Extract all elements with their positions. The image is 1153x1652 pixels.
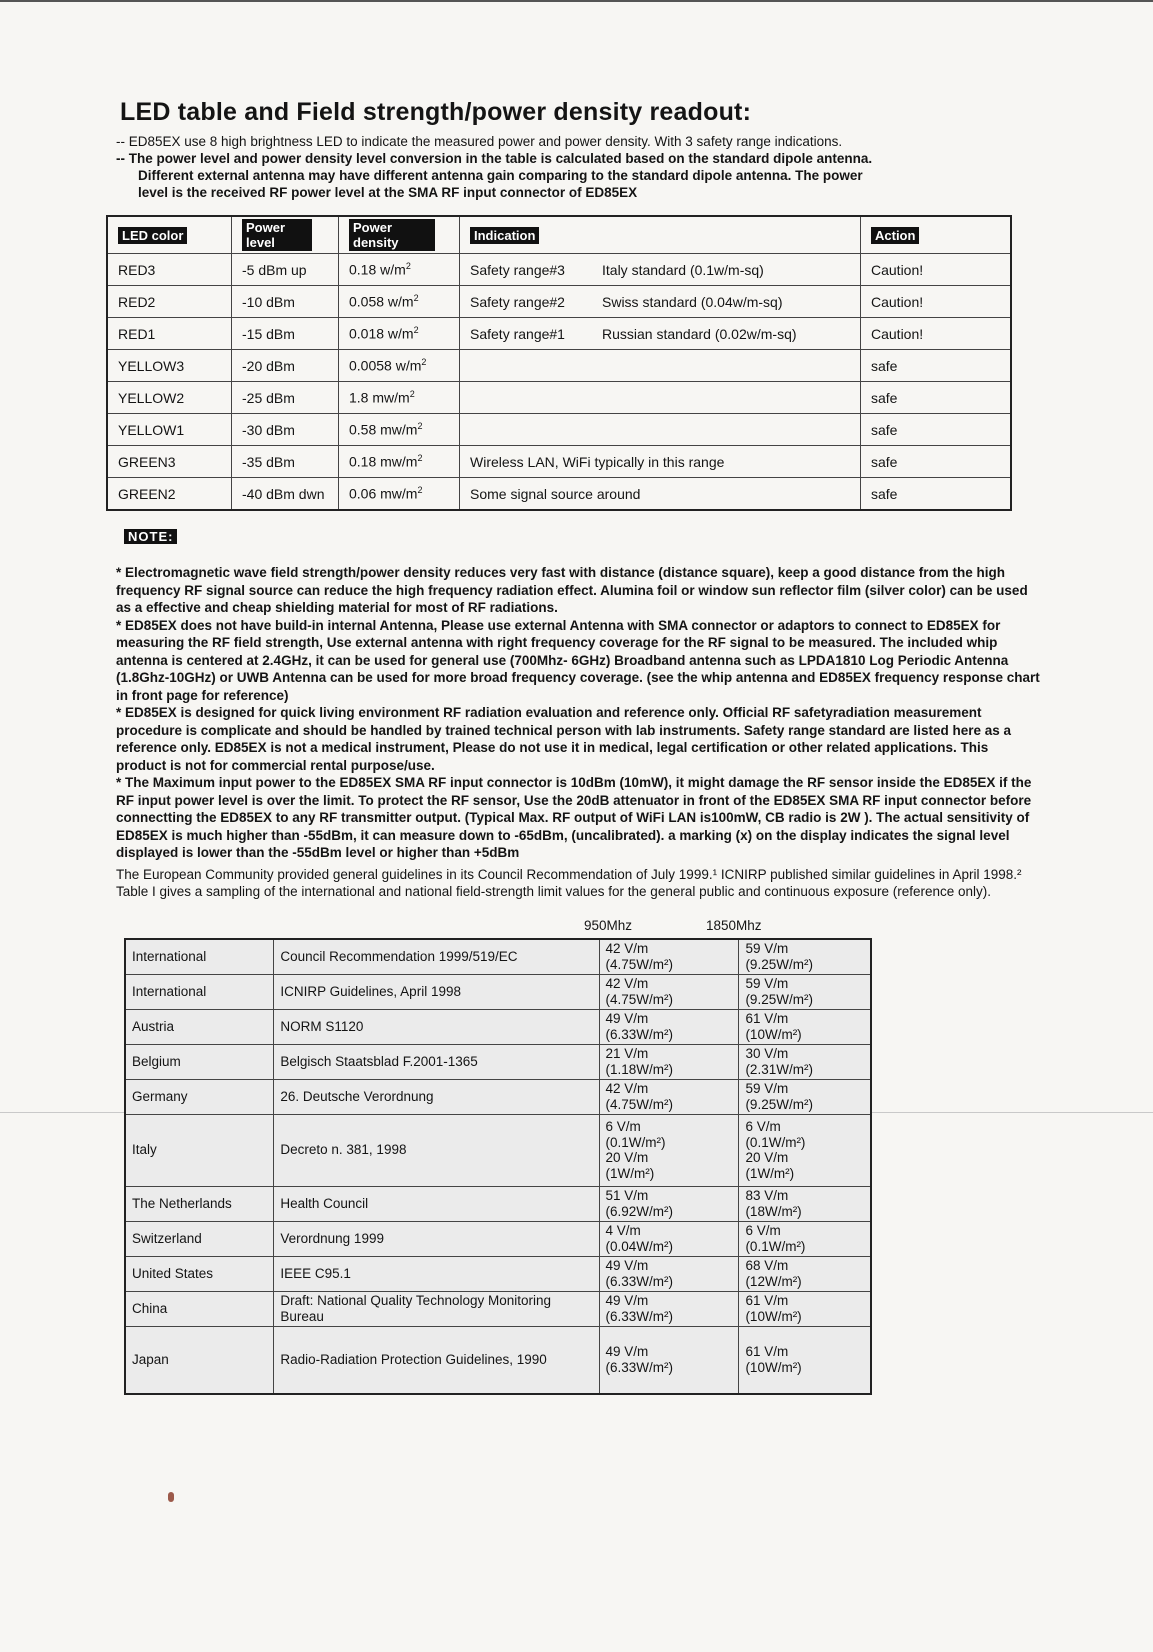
indication-standard: Russian standard (0.02w/m-sq) <box>602 325 797 342</box>
limit-1850-value: 61 V/m <box>745 1344 789 1360</box>
region-cell: Belgium <box>125 1044 274 1079</box>
power-level-cell <box>232 350 339 382</box>
limits-row <box>125 974 871 1009</box>
limits-row <box>125 1009 871 1044</box>
limit-950-value: (4.75W/m²) <box>605 1096 673 1112</box>
limit-1850-cell <box>739 1221 871 1256</box>
power-density-cell <box>339 382 460 414</box>
limit-1850-cell <box>739 1326 871 1394</box>
action-cell: safe <box>861 414 1012 446</box>
led-color-cell: YELLOW2 <box>107 382 232 414</box>
limit-1850-cell <box>739 1186 871 1221</box>
indication-cell <box>460 254 861 286</box>
source-cell: Decreto n. 381, 1998 <box>274 1114 599 1186</box>
source-cell: Draft: National Quality Technology Monitoring Bureau <box>274 1291 599 1326</box>
power-density-cell <box>339 286 460 318</box>
limit-950-cell <box>599 1009 739 1044</box>
action-cell: Caution! <box>861 286 1012 318</box>
power-density-cell <box>339 254 460 286</box>
led-row <box>107 414 1011 446</box>
limit-950-value: (0.04W/m²) <box>605 1238 673 1254</box>
limit-1850-value: 59 V/m <box>745 941 789 957</box>
limit-1850-cell <box>739 1256 871 1291</box>
led-row <box>107 382 1011 414</box>
limit-1850-cell <box>739 974 871 1009</box>
power-density-text: 0.06 mw/m <box>349 485 418 502</box>
limit-950-value: 49 V/m <box>605 1011 649 1026</box>
region-cell: International <box>125 974 274 1009</box>
indication-range: Some signal source around <box>470 485 641 502</box>
limit-1850-value: (18W/m²) <box>745 1203 802 1219</box>
limits-row <box>125 1221 871 1256</box>
power-density-cell <box>339 350 460 382</box>
limit-1850-value: (9.25W/m²) <box>745 956 813 972</box>
indication-cell <box>460 350 861 382</box>
power-density-text: 0.18 mw/m <box>349 453 418 470</box>
limit-950-value: 51 V/m <box>605 1188 649 1203</box>
source-cell: ICNIRP Guidelines, April 1998 <box>274 974 599 1009</box>
limit-950-cell <box>599 1326 739 1394</box>
led-color-cell: YELLOW3 <box>107 350 232 382</box>
region-cell: Italy <box>125 1114 274 1186</box>
limit-950-value: (4.75W/m²) <box>605 956 673 972</box>
freq-header-950: 950Mhz <box>584 918 633 933</box>
led-table <box>106 215 1012 511</box>
source-cell: Belgisch Staatsblad F.2001-1365 <box>274 1044 599 1079</box>
limit-1850-cell <box>739 1114 871 1186</box>
power-level-cell <box>232 414 339 446</box>
led-color-cell: RED1 <box>107 318 232 350</box>
limit-1850-value: 68 V/m <box>745 1258 789 1273</box>
freq-header-1850: 1850Mhz <box>706 918 762 933</box>
power-density-text: 0.18 w/m <box>349 261 406 278</box>
limit-950-value: (1.18W/m²) <box>605 1061 673 1077</box>
power-level-text: -20 dBm <box>242 357 295 374</box>
note-1: * Electromagnetic wave field strength/power density reduces very fast with distance (distance square), keep a good distance from the high frequency RF signal source can reduce the high frequency radiation effect. Alumina foil or window sun reflector film (silver color) can be used as a effective and cheap shielding material for most of RF radiations. <box>116 565 1028 615</box>
document-page <box>116 98 1040 1395</box>
led-color-cell: RED3 <box>107 254 232 286</box>
led-table-body <box>107 254 1011 511</box>
led-row <box>107 478 1011 511</box>
source-cell: Verordnung 1999 <box>274 1221 599 1256</box>
limit-950-value: 21 V/m <box>605 1046 649 1061</box>
limit-950-cell <box>599 1186 739 1221</box>
power-level-cell <box>232 382 339 414</box>
region-cell: Austria <box>125 1009 274 1044</box>
header-led-color: LED color <box>118 227 187 244</box>
power-level-text: -30 dBm <box>242 421 295 438</box>
source-cell: Health Council <box>274 1186 599 1221</box>
led-row <box>107 318 1011 350</box>
limit-950-value: 4 V/m <box>605 1223 641 1238</box>
limits-row <box>125 939 871 974</box>
action-cell: safe <box>861 382 1012 414</box>
region-cell: The Netherlands <box>125 1186 274 1221</box>
power-level-cell <box>232 318 339 350</box>
squared-mark: 2 <box>417 485 423 496</box>
limits-row <box>125 1256 871 1291</box>
led-row <box>107 350 1011 382</box>
power-density-cell <box>339 478 460 511</box>
limit-950-cell <box>599 1256 739 1291</box>
limit-1850-value: (0.1W/m²) <box>745 1238 806 1254</box>
limit-1850-value: (9.25W/m²) <box>745 1096 813 1112</box>
limit-1850-value: (9.25W/m²) <box>745 991 813 1007</box>
power-level-cell <box>232 478 339 511</box>
indication-cell <box>460 286 861 318</box>
limit-1850-cell <box>739 1291 871 1326</box>
indication-cell <box>460 382 861 414</box>
action-cell: safe <box>861 446 1012 478</box>
limit-1850-value: 30 V/m <box>745 1046 789 1061</box>
power-density-text: 0.018 w/m <box>349 325 414 342</box>
intro-text <box>116 133 1040 201</box>
header-power-level: Power level <box>242 219 312 251</box>
indication-cell <box>460 478 861 511</box>
led-row <box>107 446 1011 478</box>
limit-950-value: (1W/m²) <box>605 1165 655 1181</box>
top-edge-line <box>0 0 1153 2</box>
led-color-cell: YELLOW1 <box>107 414 232 446</box>
led-color-cell: GREEN2 <box>107 478 232 511</box>
limit-1850-value: 6 V/m <box>745 1223 781 1238</box>
limit-1850-value: 59 V/m <box>745 976 789 991</box>
power-level-text: -5 dBm up <box>242 261 307 278</box>
squared-mark: 2 <box>417 453 423 464</box>
limit-950-value: (6.33W/m²) <box>605 1026 673 1042</box>
limit-950-cell <box>599 1291 739 1326</box>
squared-mark: 2 <box>421 357 427 368</box>
indication-standard: Swiss standard (0.04w/m-sq) <box>602 293 783 310</box>
power-density-text: 0.058 w/m <box>349 293 414 310</box>
squared-mark: 2 <box>413 293 419 304</box>
limits-table-body <box>125 939 871 1394</box>
note-4: * The Maximum input power to the ED85EX SMA RF input connector is 10dBm (10mW), it might damage the RF sensor inside the ED85EX if the RF input power level is over the limit. To protect the RF sensor, Use the 20dB attenuator in front of the ED85EX SMA RF input connector before connectting the ED85EX to any RF transmitter output. (Typical Max. RF output of WiFi LAN is100mW, CB radio is 2W ). The actual sensitivity of ED85EX is much higher than -55dBm, it can measure down to -65dBm, (uncalibrated). a marking (x) on the display indicates the signal level displayed is lower than the -55dBm level or higher than +5dBm <box>116 775 1032 860</box>
limit-950-cell <box>599 1079 739 1114</box>
limit-950-cell <box>599 974 739 1009</box>
note-label: NOTE: <box>124 529 177 544</box>
limit-950-value: 49 V/m <box>605 1258 649 1273</box>
led-row <box>107 286 1011 318</box>
source-cell: Radio-Radiation Protection Guidelines, 1990 <box>274 1326 599 1394</box>
header-indication: Indication <box>470 227 539 244</box>
source-cell: Council Recommendation 1999/519/EC <box>274 939 599 974</box>
indication-range: Wireless LAN, WiFi typically in this range <box>470 453 725 470</box>
action-cell: Caution! <box>861 254 1012 286</box>
limit-1850-value: 61 V/m <box>745 1293 789 1308</box>
limit-950-value: 49 V/m <box>605 1293 649 1308</box>
indication-cell <box>460 446 861 478</box>
region-cell: China <box>125 1291 274 1326</box>
notes-section <box>116 564 1040 862</box>
limit-1850-value: 59 V/m <box>745 1081 789 1096</box>
limit-1850-value: (12W/m²) <box>745 1273 802 1289</box>
limit-1850-value: (10W/m²) <box>745 1026 802 1042</box>
community-paragraph: The European Community provided general guidelines in its Council Recommendation of July 1999.¹ ICNIRP published similar guidelines in April 1998.² Table I gives a sampling of the international and national field-strength limit values for the general public and continuous exposure (reference only). <box>116 866 1022 899</box>
source-cell: NORM S1120 <box>274 1009 599 1044</box>
limit-950-cell <box>599 1044 739 1079</box>
squared-mark: 2 <box>405 261 411 272</box>
squared-mark: 2 <box>417 421 423 432</box>
limit-950-value: 6 V/m <box>605 1119 641 1134</box>
limit-1850-cell <box>739 1009 871 1044</box>
limits-table <box>124 938 872 1395</box>
limits-row <box>125 1114 871 1186</box>
intro-line-2: -- The power level and power density level conversion in the table is calculated based on the standard dipole antenna. <box>116 151 873 166</box>
power-density-cell <box>339 446 460 478</box>
region-cell: United States <box>125 1256 274 1291</box>
led-color-cell: GREEN3 <box>107 446 232 478</box>
limit-1850-cell <box>739 939 871 974</box>
region-cell: Germany <box>125 1079 274 1114</box>
note-2: * ED85EX does not have build-in internal Antenna, Please use external Antenna with SMA connector or adaptors to connect to ED85EX for measuring the RF field strength, Use external antenna with right frequency coverage for the RF signal to be measured. The included whip antenna is centered at 2.4GHz, it can be used for general use (700Mhz- 6GHz) Broadband antenna such as LPDA1810 Log Periodic Antenna (1.8Ghz-10GHz) or UWB Antenna can be used for more broad frequency coverage. (see the whip antenna and ED85EX frequency response chart in front page for reference) <box>116 617 1040 703</box>
limit-1850-cell <box>739 1079 871 1114</box>
limits-row <box>125 1291 871 1326</box>
region-cell: International <box>125 939 274 974</box>
limit-1850-value: 83 V/m <box>745 1188 789 1203</box>
limits-row <box>125 1044 871 1079</box>
action-cell: Caution! <box>861 318 1012 350</box>
limit-950-value: 42 V/m <box>605 941 649 957</box>
intro-line-1: -- ED85EX use 8 high brightness LED to indicate the measured power and power density. With 3 safety range indications. <box>116 134 843 149</box>
header-power-density: Power density <box>349 219 435 251</box>
limit-950-value: 42 V/m <box>605 976 649 991</box>
indication-cell <box>460 318 861 350</box>
header-action: Action <box>871 227 919 244</box>
power-level-text: -25 dBm <box>242 389 295 406</box>
indication-range: Safety range#1 <box>470 325 565 342</box>
power-level-cell <box>232 286 339 318</box>
limit-950-value: (4.75W/m²) <box>605 991 673 1007</box>
indication-range: Safety range#3 <box>470 261 565 278</box>
indication-cell <box>460 414 861 446</box>
power-level-cell <box>232 446 339 478</box>
limit-950-value: (6.33W/m²) <box>605 1359 673 1375</box>
indication-standard: Italy standard (0.1w/m-sq) <box>602 261 764 278</box>
power-density-cell <box>339 318 460 350</box>
limit-950-value: (0.1W/m²) <box>605 1134 666 1150</box>
squared-mark: 2 <box>409 389 415 400</box>
power-density-text: 0.0058 w/m <box>349 357 422 374</box>
limit-950-value: (6.92W/m²) <box>605 1203 673 1219</box>
region-cell: Japan <box>125 1326 274 1394</box>
limit-1850-value: (10W/m²) <box>745 1308 802 1324</box>
ink-spot <box>168 1492 174 1502</box>
limits-row <box>125 1326 871 1394</box>
power-level-text: -10 dBm <box>242 293 295 310</box>
limit-1850-value: 6 V/m <box>745 1119 781 1134</box>
action-cell: safe <box>861 350 1012 382</box>
source-cell: 26. Deutsche Verordnung <box>274 1079 599 1114</box>
region-cell: Switzerland <box>125 1221 274 1256</box>
limit-950-cell <box>599 1221 739 1256</box>
limit-1850-value: (0.1W/m²) <box>745 1134 806 1150</box>
note-3: * ED85EX is designed for quick living environment RF radiation evaluation and reference only. Official RF safetyradiation measurement procedure is complicate and should be handled by trained technical person with lab instruments. Safety range standard are listed here as a reference only. ED85EX is not a medical instrument, Please do not use it in medical, legal certification or other related applications. This product is not for commercial rental purpose/use. <box>116 705 1011 773</box>
limit-950-value: 20 V/m <box>605 1150 649 1165</box>
indication-range: Safety range#2 <box>470 293 565 310</box>
power-density-text: 0.58 mw/m <box>349 421 418 438</box>
limit-1850-value: (2.31W/m²) <box>745 1061 813 1077</box>
source-cell: IEEE C95.1 <box>274 1256 599 1291</box>
limit-950-cell <box>599 1114 739 1186</box>
limit-1850-value: (1W/m²) <box>745 1165 795 1181</box>
power-density-cell <box>339 414 460 446</box>
power-level-text: -15 dBm <box>242 325 295 342</box>
led-row <box>107 254 1011 286</box>
power-density-text: 1.8 mw/m <box>349 389 410 406</box>
limit-1850-value: 20 V/m <box>745 1150 789 1165</box>
intro-line-3: Different external antenna may have different antenna gain comparing to the standard dipole antenna. The power <box>138 168 863 183</box>
limit-950-value: (6.33W/m²) <box>605 1308 673 1324</box>
power-level-cell <box>232 254 339 286</box>
limits-row <box>125 1079 871 1114</box>
limits-row <box>125 1186 871 1221</box>
limit-950-value: 49 V/m <box>605 1344 649 1360</box>
limit-1850-cell <box>739 1044 871 1079</box>
limit-950-cell <box>599 939 739 974</box>
squared-mark: 2 <box>413 325 419 336</box>
limit-950-value: (6.33W/m²) <box>605 1273 673 1289</box>
led-color-cell: RED2 <box>107 286 232 318</box>
action-cell: safe <box>861 478 1012 511</box>
power-level-text: -35 dBm <box>242 453 295 470</box>
limit-1850-value: 61 V/m <box>745 1011 789 1026</box>
frequency-headers <box>116 914 1040 938</box>
limit-1850-value: (10W/m²) <box>745 1359 802 1375</box>
intro-line-4: level is the received RF power level at the SMA RF input connector of ED85EX <box>138 185 638 200</box>
power-level-text: -40 dBm dwn <box>242 485 325 502</box>
limit-950-value: 42 V/m <box>605 1081 649 1096</box>
page-title: LED table and Field strength/power density readout: <box>120 98 752 126</box>
led-table-header <box>107 216 1011 254</box>
